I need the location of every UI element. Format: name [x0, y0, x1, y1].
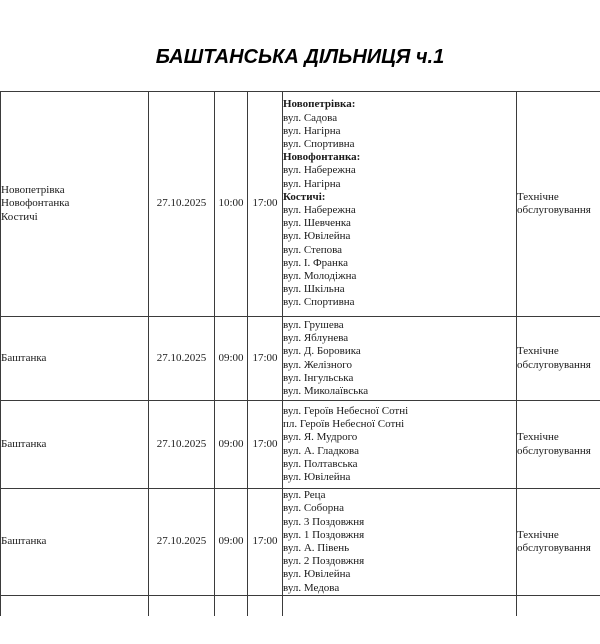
street-name: вул. 1 Поздовжня	[283, 529, 516, 542]
street-name: вул. Грушева	[283, 319, 516, 332]
street-name: вул. Молодіжна	[283, 270, 516, 283]
date-cell: 27.10.2025	[149, 317, 215, 401]
street-name: пл. Героїв Небесної Сотні	[283, 418, 516, 431]
page-title: БАШТАНСЬКА ДІЛЬНИЦЯ ч.1	[156, 46, 444, 69]
start-time-cell: 09:00	[215, 317, 248, 401]
settlement-header: Новофонтанка:	[283, 151, 516, 164]
locality-name: Баштанка	[1, 535, 148, 548]
street-name: вул. Інгульська	[283, 372, 516, 385]
reason-cell: Технічне обслуговування	[517, 317, 600, 401]
street-name: вул. Реца	[283, 489, 516, 502]
street-name: вул. Шкільна	[283, 283, 516, 296]
street-name: вул. А. Півень	[283, 542, 516, 555]
start-time-cell: 09:00	[215, 401, 248, 489]
street-name: вул. Степова	[283, 244, 516, 257]
table-row	[1, 489, 600, 596]
street-name: вул. Полтавська	[283, 458, 516, 471]
reason-cell: Технічне обслуговування	[517, 401, 600, 489]
end-time-cell: 17:00	[248, 401, 283, 489]
street-name: вул. 3 Поздовжня	[283, 516, 516, 529]
streets-cell	[283, 401, 517, 489]
date-cell: 27.10.2025	[149, 92, 215, 317]
title-bar	[0, 46, 600, 69]
end-time-cell: 17:00	[248, 317, 283, 401]
localities-cell	[1, 317, 149, 401]
street-name: вул. Спортивна	[283, 138, 516, 151]
street-name: вул. Ювілейна	[283, 230, 516, 243]
street-name: вул. 2 Поздовжня	[283, 555, 516, 568]
street-name: вул. Героїв Небесної Сотні	[283, 405, 516, 418]
locality-name: Новопетрівка	[1, 184, 148, 197]
streets-cell	[283, 489, 517, 596]
street-name: вул. Нагірна	[283, 178, 516, 191]
end-time-cell: 17:00	[248, 489, 283, 596]
street-name: вул. Медова	[283, 582, 516, 595]
street-name: вул. Соборна	[283, 502, 516, 515]
street-name: вул. Спортивна	[283, 296, 516, 309]
street-name: вул. Шевченка	[283, 217, 516, 230]
streets-cell	[283, 317, 517, 401]
streets-cell	[283, 596, 517, 617]
localities-cell	[1, 401, 149, 489]
settlement-header: Новопетрівка:	[283, 98, 516, 111]
start-time-cell	[215, 596, 248, 617]
street-name: вул. Я. Мудрого	[283, 431, 516, 444]
date-cell: 27.10.2025	[149, 401, 215, 489]
end-time-cell: 17:00	[248, 92, 283, 317]
date-cell	[149, 596, 215, 617]
locality-name: Баштанка	[1, 438, 148, 451]
street-name: вул. Яблунева	[283, 332, 516, 345]
table-row	[1, 92, 600, 317]
locality-name: Новофонтанка	[1, 197, 148, 210]
table-row	[1, 317, 600, 401]
start-time-cell: 10:00	[215, 92, 248, 317]
table-row-partial	[1, 596, 600, 617]
localities-cell	[1, 596, 149, 617]
locality-name: Костичі	[1, 211, 148, 224]
street-name: вул. Нагірна	[283, 125, 516, 138]
reason-cell: Технічне обслуговування	[517, 489, 600, 596]
street-name: вул. Желізного	[283, 359, 516, 372]
street-name: вул. Садова	[283, 112, 516, 125]
end-time-cell	[248, 596, 283, 617]
street-name: вул. Д. Боровика	[283, 345, 516, 358]
localities-cell	[1, 92, 149, 317]
outage-schedule-table	[0, 91, 600, 616]
reason-cell	[517, 596, 600, 617]
street-name: вул. А. Гладкова	[283, 445, 516, 458]
street-name: вул. Ювілейна	[283, 471, 516, 484]
locality-name: Баштанка	[1, 352, 148, 365]
page	[0, 46, 600, 644]
reason-cell: Технічне обслуговування	[517, 92, 600, 317]
settlement-header: Костичі:	[283, 191, 516, 204]
table-row	[1, 401, 600, 489]
street-name: вул. Ювілейна	[283, 568, 516, 581]
street-name: вул. Набережна	[283, 164, 516, 177]
localities-cell	[1, 489, 149, 596]
date-cell: 27.10.2025	[149, 489, 215, 596]
street-name: вул. Набережна	[283, 204, 516, 217]
streets-cell	[283, 92, 517, 317]
start-time-cell: 09:00	[215, 489, 248, 596]
street-name: вул. Миколаївська	[283, 385, 516, 398]
street-name: вул. І. Франка	[283, 257, 516, 270]
